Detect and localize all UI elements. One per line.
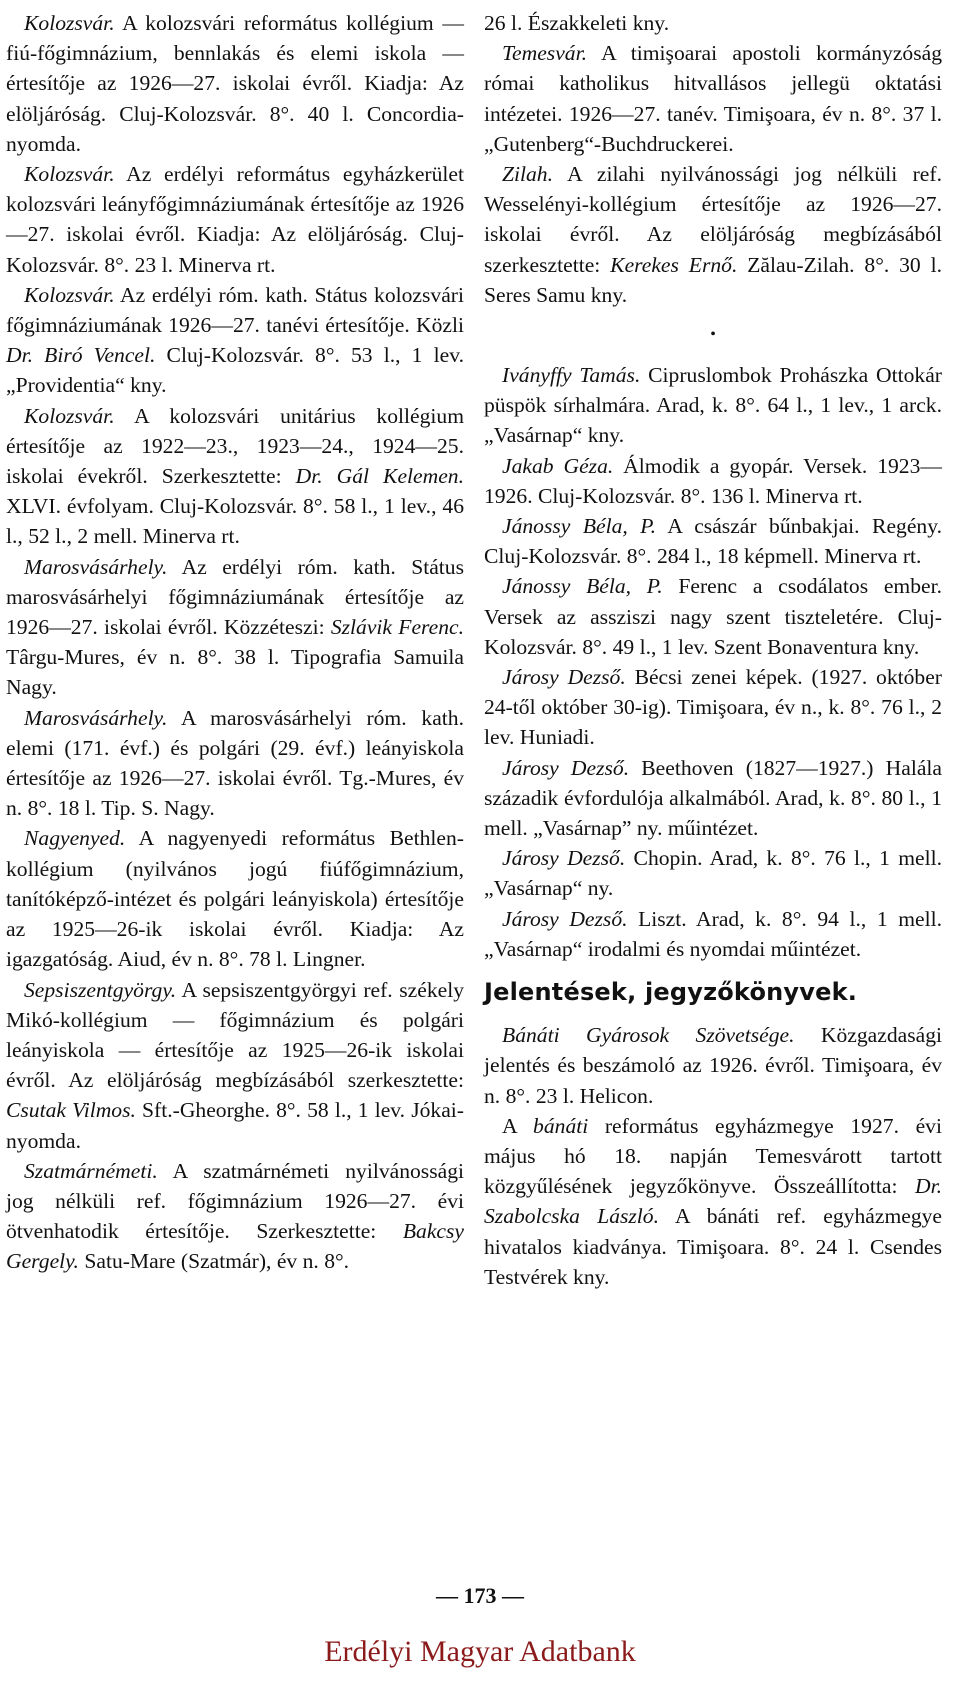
entry bbox=[484, 843, 942, 903]
entry bbox=[484, 904, 942, 964]
watermark-text: Erdélyi Magyar Adatbank bbox=[324, 1635, 636, 1668]
left-column bbox=[6, 8, 464, 1277]
entry bbox=[484, 451, 942, 511]
entry-text: A bbox=[502, 1113, 534, 1138]
entry bbox=[6, 8, 464, 159]
entry-emphasis: bánáti bbox=[533, 1113, 589, 1138]
entry bbox=[6, 552, 464, 703]
entry-place: Kolozsvár. bbox=[24, 162, 115, 187]
entry-text: Az erdélyi református egyházkerület kolozsvári leányfőgimnáziumának értesítője az 1926—27. iskolai évről. Kiadja: Az elöljáróság. Cluj-Kolozsvár. 8°. 23 l. Minerva rt. bbox=[6, 162, 464, 277]
entry-continuation bbox=[484, 8, 942, 38]
entry bbox=[6, 823, 464, 974]
entry-author: Dr. Gál Kelemen. bbox=[295, 464, 465, 489]
page-number: — 173 — bbox=[436, 1583, 524, 1608]
entry bbox=[6, 401, 464, 552]
entry-author: Járosy Dezső. bbox=[502, 665, 626, 690]
entry-text: A kolozsvári unitárius kollégium értesítője az 1922—23., 1923—24., 1924—25. iskolai évekről. Szerkesztette: bbox=[6, 403, 464, 489]
entry-author: Bánáti Gyárosok Szövetsége. bbox=[502, 1023, 795, 1048]
entry-text: Beethoven (1827—1927.) Halála századik évfordulója alkalmából. Arad, k. 8°. 80 l., 1 mell. „Vasárnap” ny. műintézet. bbox=[484, 755, 942, 841]
entry bbox=[6, 975, 464, 1156]
entry bbox=[6, 280, 464, 401]
section-heading: Jelentések, jegyzőkönyvek. bbox=[484, 978, 858, 1007]
entry-place: Kolozsvár. bbox=[24, 403, 115, 428]
entry-author: Bakcsy Gergely. bbox=[6, 1219, 464, 1274]
entry-text: Liszt. Arad, k. 8°. 94 l., 1 mell. „Vasárnap“ irodalmi és nyomdai műintézet. bbox=[484, 906, 942, 961]
entry-place: Temesvár. bbox=[502, 41, 587, 66]
entry-text: A szatmárnémeti nyilvánossági jog nélküli ref. főgimnázium 1926—27. évi ötvenhatodik értesítője. Szerkesztette: bbox=[6, 1158, 464, 1244]
entry-text-tail: Cluj-Kolozsvár. 8°. 53 l., 1 lev. „Providentia“ kny. bbox=[6, 343, 464, 398]
entry-text: Ferenc a csodálatos ember. Versek az assziszi nagy szent tiszteletére. Cluj-Kolozsvár. 8°. 49 l., 1 lev. Szent Bonaventura kny. bbox=[484, 574, 942, 659]
entry-author: Dr. Biró Vencel. bbox=[6, 343, 156, 368]
entry bbox=[484, 38, 942, 159]
entry bbox=[484, 662, 942, 753]
entry-author: Jánossy Béla, P. bbox=[502, 514, 657, 539]
entry-text: A kolozsvári református kollégium — fiú-főgimnázium, bennlakás és elemi iskola — értesítője az 1926—27. iskolai évről. Kiadja: Az elöljáróság. Cluj-Kolozsvár. 8°. 40 l. Concordia-nyomda. bbox=[6, 11, 464, 156]
entry-author: Szlávik Ferenc. bbox=[330, 615, 464, 640]
entry bbox=[484, 511, 942, 571]
entry-author: Jánossy Béla, P. bbox=[502, 574, 663, 599]
entry-author: Járosy Dezső. bbox=[502, 846, 626, 871]
entry bbox=[484, 159, 942, 310]
entry-text-tail: Satu-Mare (Szatmár), év n. 8°. bbox=[78, 1249, 350, 1274]
entry-text: Az erdélyi róm. kath. Státus kolozsvári főgimnáziumának 1926—27. tanévi értesítője. Közli bbox=[6, 282, 464, 338]
entry-place: Marosvásárhely. bbox=[24, 705, 168, 730]
entry-author: Dr. Szabolcska László. bbox=[484, 1174, 942, 1229]
entry bbox=[6, 1156, 464, 1277]
entry-text: A nagyenyedi református Bethlen-kollégium (nyilvános jogú fiúfőgimnázium, tanítóképző-intézet és polgári leányiskola) értesítője az 1925—26-ik iskolai évről. Kiadja: Az igazgatóság. Aiud, év n. 8°. 78 l. Lingner. bbox=[6, 826, 464, 972]
entry-text: 26 l. Északkeleti kny. bbox=[484, 11, 670, 35]
entry bbox=[6, 159, 464, 280]
entry bbox=[484, 1020, 942, 1111]
entry-text-tail: Târgu-Mures, év n. 8°. 38 l. Tipografia Samuila Nagy. bbox=[6, 645, 464, 700]
entry bbox=[484, 571, 942, 662]
entry-text: A császár bűnbakjai. Regény. Cluj-Kolozsvár. 8°. 284 l., 18 képmell. Minerva rt. bbox=[484, 514, 942, 569]
entry-text-tail: Zălau-Zilah. 8°. 30 l. Seres Samu kny. bbox=[484, 252, 942, 307]
entry-text: Cipruslombok Prohászka Ottokár püspök sírhalmára. Arad, k. 8°. 64 l., 1 lev., 1 arck. „Vasárnap“ kny. bbox=[484, 363, 942, 448]
entry-author: Jakab Géza. bbox=[502, 453, 614, 478]
entry-author: Csutak Vilmos. bbox=[6, 1098, 136, 1123]
entry-text: Bécsi zenei képek. (1927. október 24-től október 30-ig). Timişoara, év n., k. 8°. 76 l., 2 lev. Huniadi. bbox=[484, 665, 942, 750]
entry-text-tail: A bánáti ref. egyházmegye hivatalos kiadványa. Timişoara. 8°. 24 l. Csendes Testvérek kny. bbox=[484, 1204, 942, 1289]
entry-place: Marosvásárhely. bbox=[24, 554, 168, 579]
section-separator: • bbox=[710, 326, 716, 344]
entry-text: A timişoarai apostoli kormányzóság római katholikus hitvallásos jellegü oktatási intézetei. 1926—27. tanév. Timişoara, év n. 8°. 37 l. „Gutenberg“-Buchdruckerei. bbox=[484, 41, 942, 156]
entry-place: Zilah. bbox=[502, 162, 554, 187]
entry-text: Álmodik a gyopár. Versek. 1923—1926. Cluj-Kolozsvár. 8°. 136 l. Minerva rt. bbox=[484, 453, 942, 508]
entry-text: Közgazdasági jelentés és beszámoló az 1926. évről. Timişoara, év n. 8°. 23 l. Helicon. bbox=[484, 1023, 942, 1108]
entry-text-tail: XLVI. évfolyam. Cluj-Kolozsvár. 8°. 58 l., 1 lev., 46 l., 52 l., 2 mell. Minerva rt. bbox=[6, 494, 464, 549]
entry bbox=[6, 703, 464, 824]
entry-text: A zilahi nyilvánossági jog nélküli ref. Wesselényi-kollégium értesítője az 1926—27. iskolai évről. Az elöljáróság megbízásából szerkesztette: bbox=[484, 162, 942, 277]
entry-author: Járosy Dezső. bbox=[502, 906, 628, 931]
entry-text-tail: református egyházmegye 1927. évi május hó 18. napján Temesvárott tartott közgyűlésének jegyzőkönyve. Összeállította: bbox=[484, 1113, 942, 1199]
entry-place: Kolozsvár. bbox=[24, 282, 115, 307]
entry bbox=[484, 1111, 942, 1292]
right-column bbox=[484, 8, 942, 1292]
entry-text-tail: Sft.-Gheorghe. 8°. 58 l., 1 lev. Jókai-nyomda. bbox=[6, 1098, 464, 1153]
entry-author: Iványffy Tamás. bbox=[502, 363, 641, 388]
entry-text: A marosvásárhelyi róm. kath. elemi (171. évf.) és polgári (29. évf.) leányiskola értesítője az 1926—27. iskolai évről. Tg.-Mures, év n. 8°. 18 l. Tip. S. Nagy. bbox=[6, 705, 464, 821]
entry-place: Nagyenyed. bbox=[24, 826, 126, 851]
entry bbox=[484, 360, 942, 451]
entry-place: Kolozsvár. bbox=[24, 11, 115, 35]
entry bbox=[484, 753, 942, 844]
entry-author: Kerekes Ernő. bbox=[610, 252, 738, 277]
entry-author: Járosy Dezső. bbox=[502, 755, 630, 780]
entry-place: Sepsiszentgyörgy. bbox=[24, 977, 177, 1002]
entry-text: Az erdélyi róm. kath. Státus marosvásárhelyi főgimnáziumának értesítője az 1926—27. iskolai évről. Közzéteszi: bbox=[6, 554, 464, 640]
entry-place: Szatmárnémeti. bbox=[24, 1158, 158, 1183]
entry-text: A sepsiszentgyörgyi ref. székely Mikó-kollégium — főgimnázium és polgári leányiskola — értesítője az 1925—26-ik iskolai évről. Az elöljáróság megbízásából szerkesztette: bbox=[6, 977, 464, 1093]
entry-text: Chopin. Arad, k. 8°. 76 l., 1 mell. „Vasárnap“ ny. bbox=[484, 846, 942, 901]
